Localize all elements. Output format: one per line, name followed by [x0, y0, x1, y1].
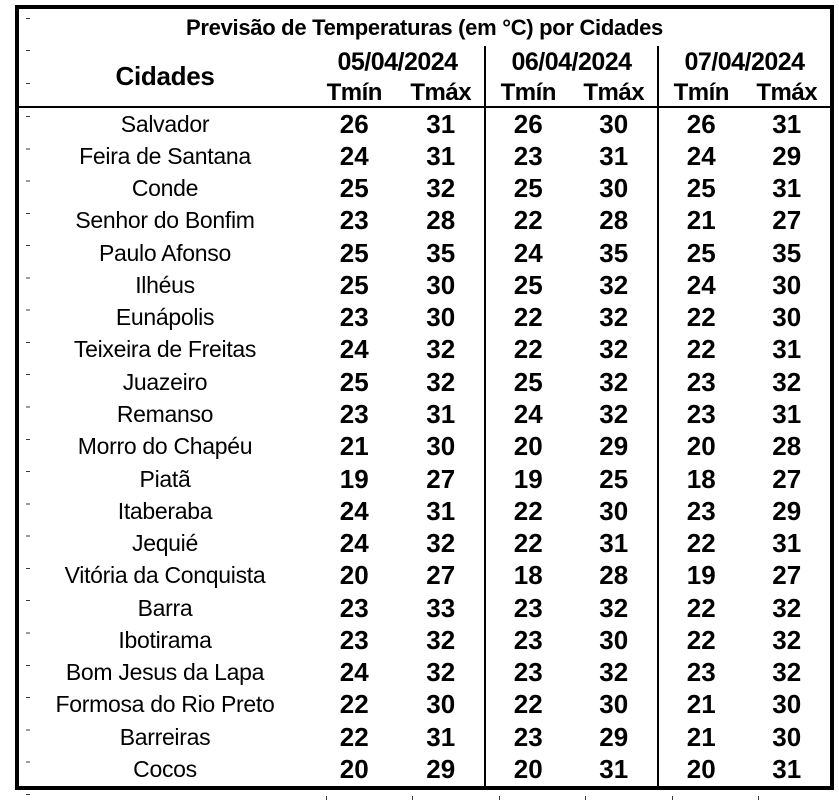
temp-cell: 25	[339, 269, 369, 300]
temp-cell: 31	[772, 399, 802, 430]
temp-cell: 19	[657, 560, 744, 592]
temp-cell: 30	[772, 269, 802, 300]
temp-cell: 32	[772, 592, 802, 623]
table-frame	[15, 5, 834, 790]
temp-cell: 22	[657, 592, 744, 624]
temp-cell: 30	[599, 108, 629, 139]
temp-cell: 35	[426, 237, 456, 268]
temp-cell: 31	[772, 108, 802, 139]
city-cell: Conde	[131, 175, 199, 202]
temp-cell: 31	[772, 753, 802, 784]
temp-cell: 23	[484, 721, 571, 753]
temp-cell: 30	[426, 302, 456, 333]
temp-cell: 28	[426, 205, 456, 236]
temp-cell: 25	[484, 366, 571, 398]
temp-cell: 21	[339, 431, 369, 462]
temp-cell: 22	[657, 624, 744, 656]
temp-cell: 32	[599, 366, 629, 397]
city-cell: Paulo Afonso	[99, 239, 231, 266]
temp-cell: 23	[657, 495, 744, 527]
temp-cell: 32	[599, 657, 629, 688]
city-cell: Eunápolis	[115, 304, 215, 331]
temp-cell: 23	[484, 624, 571, 656]
temp-cell: 24	[339, 495, 369, 526]
temp-cell: 24	[484, 398, 571, 430]
temp-cell: 23	[339, 302, 369, 333]
temp-cell: 32	[599, 592, 629, 623]
temp-cell: 31	[426, 721, 456, 752]
temp-cell: 23	[657, 657, 744, 689]
city-cell: Formosa do Rio Preto	[55, 691, 275, 718]
temp-cell: 32	[426, 334, 456, 365]
temp-cell: 23	[339, 592, 369, 623]
temp-cell: 19	[484, 463, 571, 495]
city-cell: Ilhéus	[135, 271, 195, 298]
temp-cell: 33	[426, 592, 456, 623]
city-cell: Jequié	[132, 530, 198, 557]
temp-cell: 27	[772, 463, 802, 494]
temp-cell: 25	[339, 173, 369, 204]
temp-cell: 25	[599, 463, 629, 494]
table-title: Previsão de Temperaturas (em °C) por Cidades	[186, 14, 663, 40]
temp-cell: 24	[339, 334, 369, 365]
temp-cell: 31	[772, 173, 802, 204]
city-cell: Bom Jesus da Lapa	[65, 659, 265, 686]
temp-cell: 31	[426, 495, 456, 526]
column-header-tmax-3: Tmáx	[744, 79, 831, 108]
column-header-date-3: 07/04/2024	[657, 46, 830, 79]
temp-cell: 22	[339, 721, 369, 752]
temp-cell: 31	[426, 140, 456, 171]
temp-cell: 27	[426, 560, 456, 591]
temp-cell: 22	[484, 205, 571, 237]
temp-cell: 26	[657, 108, 744, 140]
temp-cell: 25	[657, 237, 744, 269]
temperature-forecast-table	[15, 5, 834, 790]
temp-cell: 31	[599, 528, 629, 559]
temp-cell: 27	[426, 463, 456, 494]
temp-cell: 24	[339, 140, 369, 171]
temp-cell: 32	[599, 334, 629, 365]
column-header-tmax-1: Tmáx	[398, 79, 485, 108]
temp-cell: 24	[339, 657, 369, 688]
city-cell: Barreiras	[119, 723, 211, 750]
temp-cell: 30	[426, 269, 456, 300]
temp-cell: 23	[484, 592, 571, 624]
temp-cell: 22	[339, 689, 369, 720]
temp-cell: 18	[657, 463, 744, 495]
column-header-cities: Cidades	[19, 46, 311, 108]
temp-cell: 29	[772, 495, 802, 526]
temp-cell: 20	[657, 753, 744, 785]
city-cell: Vitória da Conquista	[64, 562, 266, 589]
temp-cell: 28	[599, 560, 629, 591]
temp-cell: 22	[657, 334, 744, 366]
temp-cell: 32	[772, 366, 802, 397]
temp-cell: 23	[657, 366, 744, 398]
temp-cell: 23	[339, 624, 369, 655]
temp-cell: 30	[772, 689, 802, 720]
column-header-tmax-2: Tmáx	[571, 79, 658, 108]
temp-cell: 31	[426, 399, 456, 430]
temp-cell: 35	[772, 237, 802, 268]
temp-cell: 23	[339, 399, 369, 430]
temp-cell: 24	[484, 237, 571, 269]
temp-cell: 31	[772, 528, 802, 559]
temp-cell: 30	[772, 721, 802, 752]
temp-cell: 29	[772, 140, 802, 171]
temp-cell: 32	[426, 528, 456, 559]
city-cell: Barra	[137, 594, 193, 621]
temp-cell: 30	[599, 624, 629, 655]
temp-cell: 30	[599, 495, 629, 526]
column-header-tmin-3: Tmín	[657, 79, 744, 108]
temp-cell: 20	[657, 431, 744, 463]
temp-cell: 28	[772, 431, 802, 462]
city-cell: Salvador	[120, 110, 210, 137]
city-cell: Cocos	[133, 755, 197, 782]
city-cell: Piatã	[139, 465, 191, 492]
temp-cell: 26	[339, 108, 369, 139]
temp-cell: 22	[484, 527, 571, 559]
temp-cell: 27	[772, 205, 802, 236]
temp-cell: 29	[599, 431, 629, 462]
temp-cell: 21	[657, 205, 744, 237]
temp-cell: 28	[599, 205, 629, 236]
city-cell: Teixeira de Freitas	[73, 336, 257, 363]
temp-cell: 30	[426, 431, 456, 462]
temp-cell: 22	[484, 302, 571, 334]
temp-cell: 20	[484, 753, 571, 785]
temp-cell: 20	[339, 753, 369, 784]
temp-cell: 25	[484, 269, 571, 301]
temp-cell: 19	[339, 463, 369, 494]
temp-cell: 30	[772, 302, 802, 333]
gridline-ticks-bottom	[30, 796, 839, 801]
temp-cell: 30	[599, 173, 629, 204]
temp-cell: 25	[339, 237, 369, 268]
temp-cell: 30	[599, 689, 629, 720]
temp-cell: 21	[657, 721, 744, 753]
temp-cell: 35	[599, 237, 629, 268]
temp-cell: 22	[657, 302, 744, 334]
temp-cell: 32	[599, 399, 629, 430]
temp-cell: 27	[772, 560, 802, 591]
temp-cell: 21	[657, 689, 744, 721]
temp-cell: 32	[426, 624, 456, 655]
city-cell: Juazeiro	[122, 368, 208, 395]
temp-cell: 22	[484, 689, 571, 721]
temp-cell: 32	[599, 302, 629, 333]
gridline-ticks-left	[26, 10, 30, 810]
city-cell: Remanso	[116, 401, 214, 428]
temp-cell: 22	[484, 495, 571, 527]
temp-cell: 32	[426, 366, 456, 397]
temp-cell: 20	[339, 560, 369, 591]
temp-cell: 26	[484, 108, 571, 140]
temp-cell: 31	[772, 334, 802, 365]
column-header-date-1: 05/04/2024	[337, 48, 458, 76]
temp-cell: 31	[599, 753, 629, 784]
temp-cell: 32	[772, 624, 802, 655]
city-cell: Morro do Chapéu	[77, 433, 253, 460]
temp-cell: 31	[426, 108, 456, 139]
temp-cell: 24	[657, 269, 744, 301]
temp-cell: 24	[657, 140, 744, 172]
temp-cell: 20	[484, 431, 571, 463]
temp-cell: 25	[657, 173, 744, 205]
city-cell: Ibotirama	[118, 626, 212, 653]
column-header-tmin-2: Tmín	[484, 79, 571, 108]
temp-cell: 31	[599, 140, 629, 171]
temp-cell: 32	[426, 173, 456, 204]
temp-cell: 32	[772, 657, 802, 688]
city-cell: Itaberaba	[117, 497, 213, 524]
temp-cell: 29	[599, 721, 629, 752]
temp-cell: 29	[426, 753, 456, 784]
temp-cell: 23	[484, 657, 571, 689]
temp-cell: 24	[339, 528, 369, 559]
column-header-date-2: 06/04/2024	[484, 46, 657, 79]
temp-cell: 25	[484, 173, 571, 205]
temp-cell: 25	[339, 366, 369, 397]
temp-cell: 23	[657, 398, 744, 430]
table-grid	[19, 46, 830, 786]
temp-cell: 22	[484, 334, 571, 366]
city-cell: Feira de Santana	[79, 142, 251, 169]
temp-cell: 32	[599, 269, 629, 300]
temp-cell: 23	[339, 205, 369, 236]
city-cell: Senhor do Bonfim	[75, 207, 255, 234]
temp-cell: 30	[426, 689, 456, 720]
temp-cell: 23	[484, 140, 571, 172]
temp-cell: 22	[657, 527, 744, 559]
temp-cell: 32	[426, 657, 456, 688]
temp-cell: 18	[484, 560, 571, 592]
column-header-tmin-1: Tmín	[311, 79, 398, 108]
